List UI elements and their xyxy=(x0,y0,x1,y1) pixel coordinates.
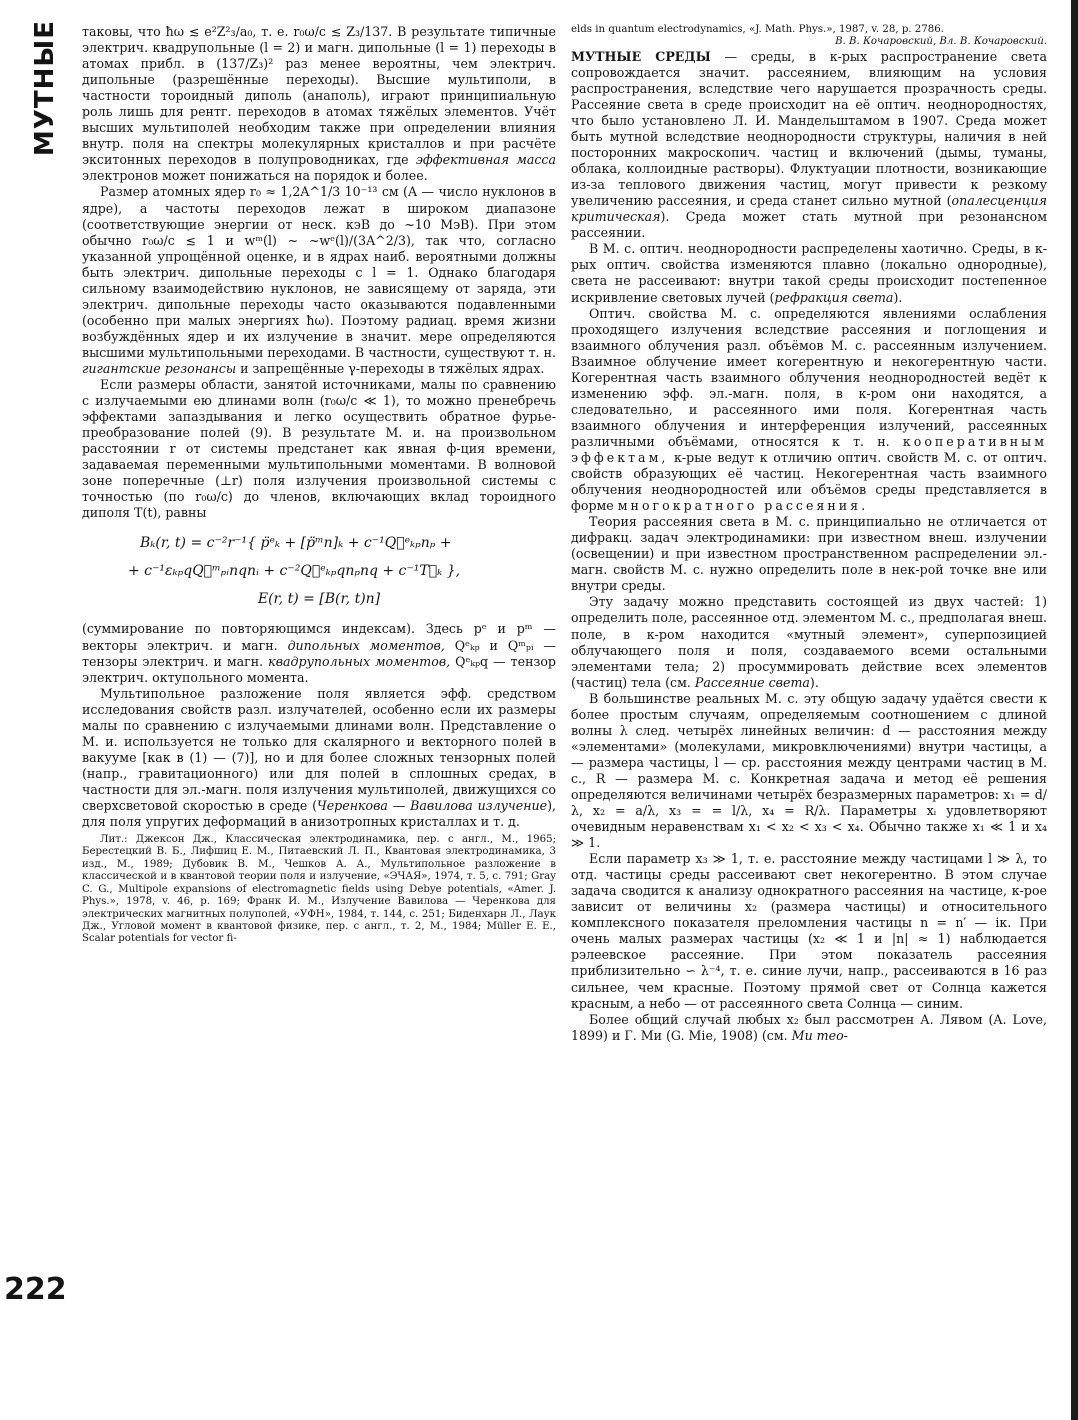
page-edge-shadow xyxy=(1071,0,1078,1420)
left-paragraph-4: (суммирование по повторяющимся индексам). Здесь pᵉ и pᵐ — векторы электрич. и магн. дипольных моментов, Qᵉₖₚ и Qᵐₚᵢ — тензоры электрич. и магн. квадрупольных моментов, Qᵉₖₚq — тензор электрич. октупольного момента. xyxy=(82,621,556,685)
formula-line-1: Bₖ(r, t) = c⁻²r⁻¹{ p̈ᵉₖ + [p̈ᵐn]ₖ + c⁻¹Q⃛ᵉₖₚnₚ + xyxy=(140,535,452,552)
right-paragraph-1: МУТНЫЕ СРЕДЫ — среды, в к-рых распространение света сопровождается значит. рассеянием, влияющим на условия распространения, вследствие чего нарушается прозрачность среды. Рассеяние света в среде происходит на её оптич. неоднородностях, что было установлено Л. И. Мандельштамом в 1907. Среда может быть мутной вследствие неоднородности структуры, наличия в ней посторонних макроскопич. частиц и включений (дымы, туманы, облака, коллоидные растворы). Флуктуации плотности, возникающие из-за теплового движения частиц, могут привести к резкому увеличению рассеяния, и среда станет сильно мутной (опалесценция критическая). Среда может стать мутной при резонансном рассеянии. xyxy=(571,48,1047,241)
right-paragraph-5: Эту задачу можно представить состоящей из двух частей: 1) определить поле, рассеянное отд. элементом М. с., предполагая внеш. поле, в к-ром находится «мутный элемент», суперпозицией облучающего поля и поля, создаваемого всеми остальными элементами тела; 2) просуммировать действие всех элементов (частиц) тела (см. Рассеяние света). xyxy=(571,594,1047,690)
right-paragraph-6: В большинстве реальных М. с. эту общую задачу удаётся свести к более простым случаям, определяемым соотношением с длиной волны λ след. четырёх линейных величин: d — расстояния между «элементами» (молекулами, микровключениями) внутри частицы, a — размера частицы, l — ср. расстояния между центрами частиц в М. с., R — размера М. с. Конкретная задача и метод её решения определяются величинами четырёх безразмерных параметров: x₁ = d/λ, x₂ = a/λ, x₃ = = l/λ, x₄ = R/λ. Параметры xᵢ удовлетворяют очевидным неравенствам x₁ < x₂ < x₃ < x₄. Обычно также x₁ ≪ 1 и x₄ ≫ 1. xyxy=(571,690,1047,851)
formula-line-2: + c⁻¹εₖₚqQ⃛ᵐₚᵢnqnᵢ + c⁻²Q⃜ᵉₖₚqnₚnq + c⁻¹T⃛ₖ }, xyxy=(128,563,461,580)
left-paragraph-3: Если размеры области, занятой источниками, малы по сравнению с излучаемыми ею длинами волн (r₀ω/c ≪ 1), то можно пренебречь эффектами запаздывания и легко осуществить обратное фурье-преобразование полей (9). В результате М. и. на произвольном расстоянии r от системы предстанет как явная ф-ция времени, задаваемая переменными мультипольными моментами. В волновой зоне поперечные (⊥r) поля излучения произвольной системы с точностью (по r₀ω/c) до членов, включающих вклад тороидного диполя T(t), равны xyxy=(82,377,556,521)
left-paragraph-2: Размер атомных ядер r₀ ≈ 1,2A^1/3 10⁻¹³ см (A — число нуклонов в ядре), а частоты переходов лежат в широком диапазоне (соответствующие энергии от неск. кэВ до ~10 МэВ). При этом обычно r₀ω/c ≲ 1 и wᵐ(l) ~ ~wᵉ(l)/(3A^2/3), так что, согласно указанной упрощённой оценке, и в ядрах наиб. вероятными должны быть электрич. дипольные переходы с l = 1. Однако благодаря сильному взаимодействию нуклонов, не зависящему от заряда, эти электрич. дипольные переходы часто оказываются подавленными (особенно при малых энергиях ħω). Поэтому радиац. время жизни возбуждённых ядер и их излучение в значит. мере определяются высшими мультипольными переходами. В частности, существуют т. н. гигантские резонансы и запрещённые γ-переходы в тяжёлых ядрах. xyxy=(82,184,556,376)
references: Лит.: Джексон Дж., Классическая электродинамика, пер. с англ., М., 1965; Берестецкий В. Б., Лифшиц Е. М., Питаевский Л. П., Квантовая электродинамика, 3 изд., М., 1989; Дубовик В. М., Чешков А. А., Мультипольное разложение в классической и в квантовой теории поля и излучение, «ЭЧАЯ», 1974, т. 5, с. 791; Gray C. G., Multipole expansions of electromagnetic fields using Debye potentials, «Amer. J. Phys.», 1978, v. 46, p. 169; Франк И. М., Излучение Вавилова — Черенкова для электрических магнитных полуполей, «УФН», 1984, т. 144, с. 251; Биденхарн Л., Лаук Дж., Угловой момент в квантовой физике, пер. с англ., т. 2, М., 1984; Müller E. E., Scalar potentials for vector fi- xyxy=(82,834,556,945)
left-paragraph-5: Мультипольное разложение поля является эфф. средством исследования свойств разл. излучателей, особенно если их размеры малы по сравнению с излучаемыми длинами волн. Представление о М. и. используется не только для скалярного и векторного полей в вакууме [как в (1) — (7)], но и для более сложных тензорных полей (напр., гравитационного) или для полей в сплошных средах, в частности для эл.-магн. поля излучения мультиполей, движущихся со сверхсветовой скоростью в среде (Черенкова — Вавилова излучение), для поля упругих деформаций в анизотропных кристаллах и т. д. xyxy=(82,685,556,830)
side-tab-label xyxy=(22,19,68,157)
right-paragraph-2: В М. с. оптич. неоднородности распределены хаотично. Среды, в к-рых оптич. свойства изменяются плавно (локально однородные), света не рассеивают: внутри такой среды происходит постепенное искривление световых лучей (рефракция света). xyxy=(571,241,1047,305)
right-paragraph-3: Оптич. свойства М. с. определяются явлениями ослабления проходящего излучения вследствие рассеяния и поглощения и взаимного облучения разл. объёмов М. с. рассеянным излучением. Взаимное облучение имеет когерентную и некогерентную части. Когерентная часть взаимного облучения неоднородностей ведёт к изменению эфф. эл.-магн. поля, в к-ром они находятся, а следовательно, и рассеянного ими поля. Когерентная часть взаимного облучения и интерференция излучений, рассеянных различными объёмами, относятся к т. н. кооперативным эффектам, к-рые ведут к отличию оптич. свойств М. с. от оптич. свойств образующих её частиц. Некогерентная часть взаимного облучения неоднородностей или объёмов среды представляется в форме многократного рассеяния. xyxy=(571,305,1047,514)
right-column xyxy=(571,24,1047,1044)
author-signature: В. В. Кочаровский, Вл. В. Кочаровский. xyxy=(835,36,1047,48)
formula-line-3: E(r, t) = [B(r, t)n] xyxy=(257,591,381,608)
references-continued: elds in quantum electrodynamics, «J. Math. Phys.», 1987, v. 28, p. 2786. В. В. Кочаровский, Вл. В. Кочаровский. xyxy=(571,24,1047,48)
left-column xyxy=(82,24,556,946)
article-headword: МУТНЫЕ СРЕДЫ xyxy=(571,48,711,64)
page-number: 222 xyxy=(4,1272,67,1307)
right-paragraph-7: Если параметр x₃ ≫ 1, т. е. расстояние между частицами l ≫ λ, то отд. частицы среды рассеивают свет некогерентно. В этом случае задача сводится к анализу однократного рассеяния на частице, к-рое зависит от величины x₂ (размера частицы) и относительного комплексного показателя преломления частицы n = n′ — iκ. При очень малых размерах частицы (x₂ ≪ 1 и |n| ≈ 1) наблюдается рэлеевское рассеяние. При этом показатель рассеяния приблизительно ∽ λ⁻⁴, т. е. синие лучи, напр., рассеиваются в 16 раз сильнее, чем красные. Поэтому прямой свет от Солнца кажется красным, а небо — от рассеянного света Солнца — синим. xyxy=(571,851,1047,1011)
multipole-field-formula xyxy=(82,529,556,613)
side-tab-text: МУТНЫЕ xyxy=(30,19,60,157)
right-paragraph-4: Теория рассеяния света в М. с. принципиально не отличается от дифракц. задач электродинамики: при известном внеш. излучении (освещении) и при известном пространственном распределении эл.-магн. свойств М. с. нужно определить поле в нек-рой точке вне или внутри среды. xyxy=(571,514,1047,594)
left-paragraph-1: таковы, что ħω ≲ e²Z²₃/a₀, т. е. r₀ω/c ≲ Z₃/137. В результате типичные электрич. квадрупольные (l = 2) и магн. дипольные (l = 1) переходы в атомах прибл. в (137/Z₃)² раз менее вероятны, чем электрич. дипольные (разрешённые переходы). Высшие мультиполи, в частности тороидный диполь (анаполь), играют принципиальную роль лишь для рентг. переходов в атомах тяжёлых элементов. Учёт высших мультиполей необходим также при определении влияния внутр. поля на спектры молекулярных кристаллов и при расчёте экситонных переходов в полупроводниках, где эффективная масса электронов может понижаться на порядок и более. xyxy=(82,24,556,184)
right-paragraph-8: Более общий случай любых x₂ был рассмотрен А. Лявом (A. Love, 1899) и Г. Ми (G. Mie, 1908) (см. Ми тео- xyxy=(571,1011,1047,1043)
